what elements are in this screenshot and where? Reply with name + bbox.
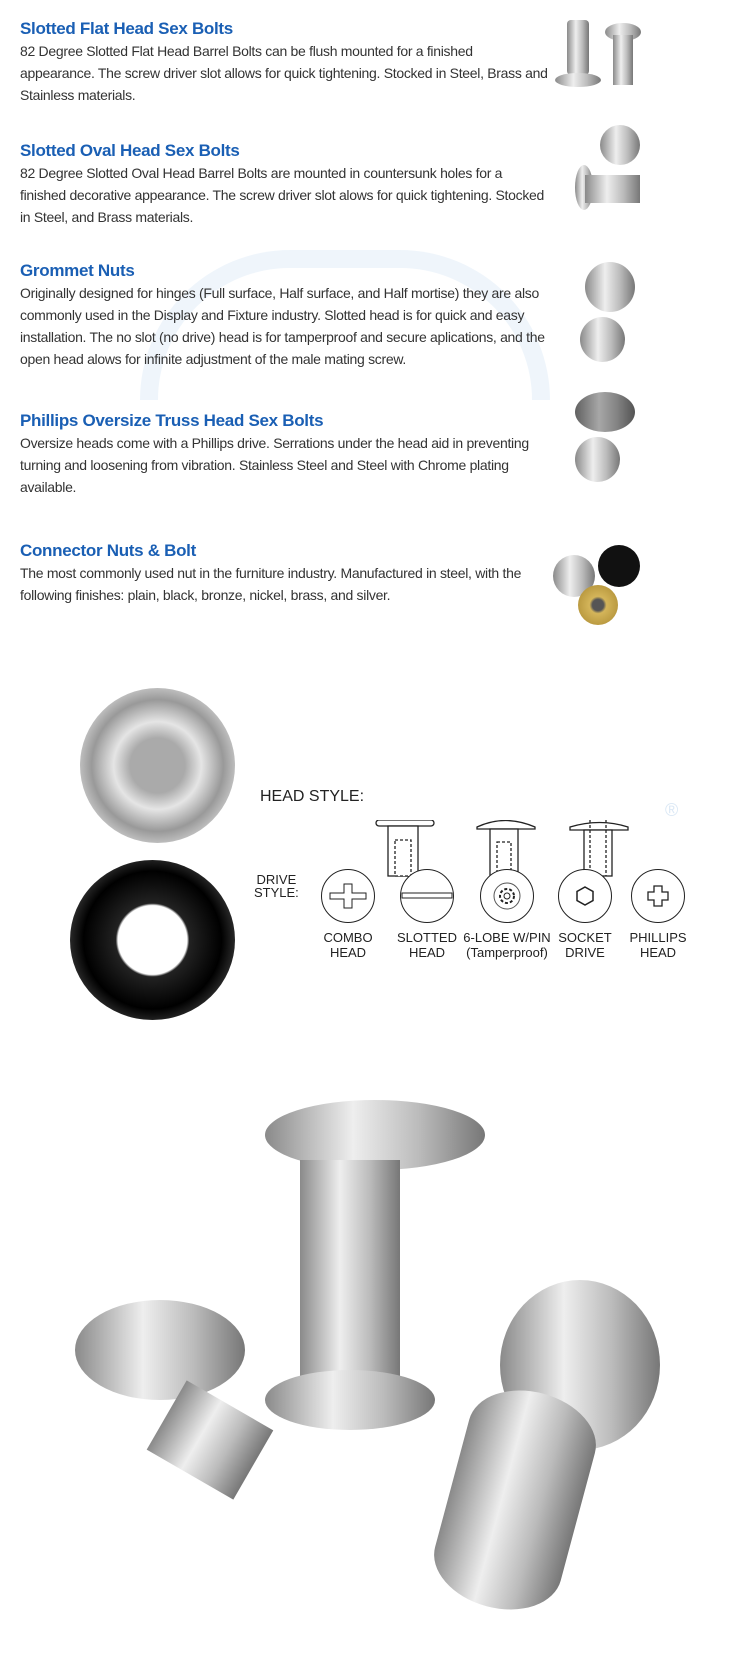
oval-head-bolt-photo — [570, 120, 650, 215]
phillips-head-icon — [631, 869, 685, 923]
combo-head-label: COMBO HEAD — [323, 930, 373, 960]
drive-label-line1: DRIVE — [256, 872, 297, 887]
section-text: 82 Degree Slotted Oval Head Barrel Bolts are mounted in countersunk holes for a finished decorative appearance. The screw driver slot alows for quick tightening. Stocked in Steel, and Brass materials. — [20, 165, 545, 225]
socket-drive-label: SOCKET DRIVE — [558, 930, 612, 960]
section-title: Grommet Nuts — [20, 261, 135, 280]
section-phillips-truss — [20, 410, 550, 498]
section-text: Originally designed for hinges (Full surface, Half surface, and Half mortise) they are also commonly used in the Display and Fixture industry. Slotted head is for quick and easy installation. The no slot (no drive) head is for tamperproof and secure aplications, and the open head alows for infinite adjustment of the male mating screw. — [20, 285, 545, 367]
socket-drive-icon — [558, 869, 612, 923]
drive-style-label — [254, 873, 299, 899]
section-text: 82 Degree Slotted Flat Head Barrel Bolts can be flush mounted for a finished appearance. The screw driver slot allows for quick tightening. Stocked in Steel, Brass and Stainless materials. — [20, 43, 548, 103]
flat-head-diagram — [376, 820, 434, 876]
section-title: Connector Nuts & Bolt — [20, 541, 196, 560]
combo-head-icon — [321, 869, 375, 923]
knurled-sex-bolt-photo — [60, 1080, 710, 1650]
truss-head-diagram — [570, 820, 628, 876]
six-lobe-label: 6-LOBE W/PIN (Tamperproof) — [463, 930, 551, 960]
flat-head-bolt-photo — [555, 15, 645, 95]
slotted-head-icon — [400, 869, 454, 923]
section-connector-nuts — [20, 540, 550, 606]
section-title: Slotted Flat Head Sex Bolts — [20, 19, 233, 38]
section-title: Phillips Oversize Truss Head Sex Bolts — [20, 411, 324, 430]
zinc-knurled-nut-photo — [80, 688, 235, 843]
grommet-nut-photo — [575, 262, 645, 372]
registered-mark: ® — [665, 800, 679, 820]
section-text: Oversize heads come with a Phillips drive. Serrations under the head aid in preventing turning and loosening from vibration. Stainless Steel and Steel with Chrome plating available. — [20, 435, 529, 495]
slotted-head-label: SLOTTED HEAD — [397, 930, 457, 960]
head-style-label: HEAD STYLE: — [260, 788, 365, 805]
drive-label-line2: STYLE: — [254, 885, 299, 900]
oval-head-diagram — [477, 821, 535, 877]
section-title: Slotted Oval Head Sex Bolts — [20, 141, 240, 160]
black-knurled-nut-photo — [70, 860, 235, 1020]
connector-nut-photo — [553, 540, 643, 630]
truss-head-bolt-photo — [570, 392, 640, 492]
section-text: The most commonly used nut in the furniture industry. Manufactured in steel, with the following finishes: plain, black, bronze, nickel, brass, and silver. — [20, 565, 522, 603]
section-grommet-nuts — [20, 260, 550, 370]
section-slotted-flat — [20, 18, 550, 106]
phillips-head-label: PHILLIPS HEAD — [629, 930, 687, 960]
six-lobe-pin-icon — [480, 869, 534, 923]
section-slotted-oval — [20, 140, 550, 228]
